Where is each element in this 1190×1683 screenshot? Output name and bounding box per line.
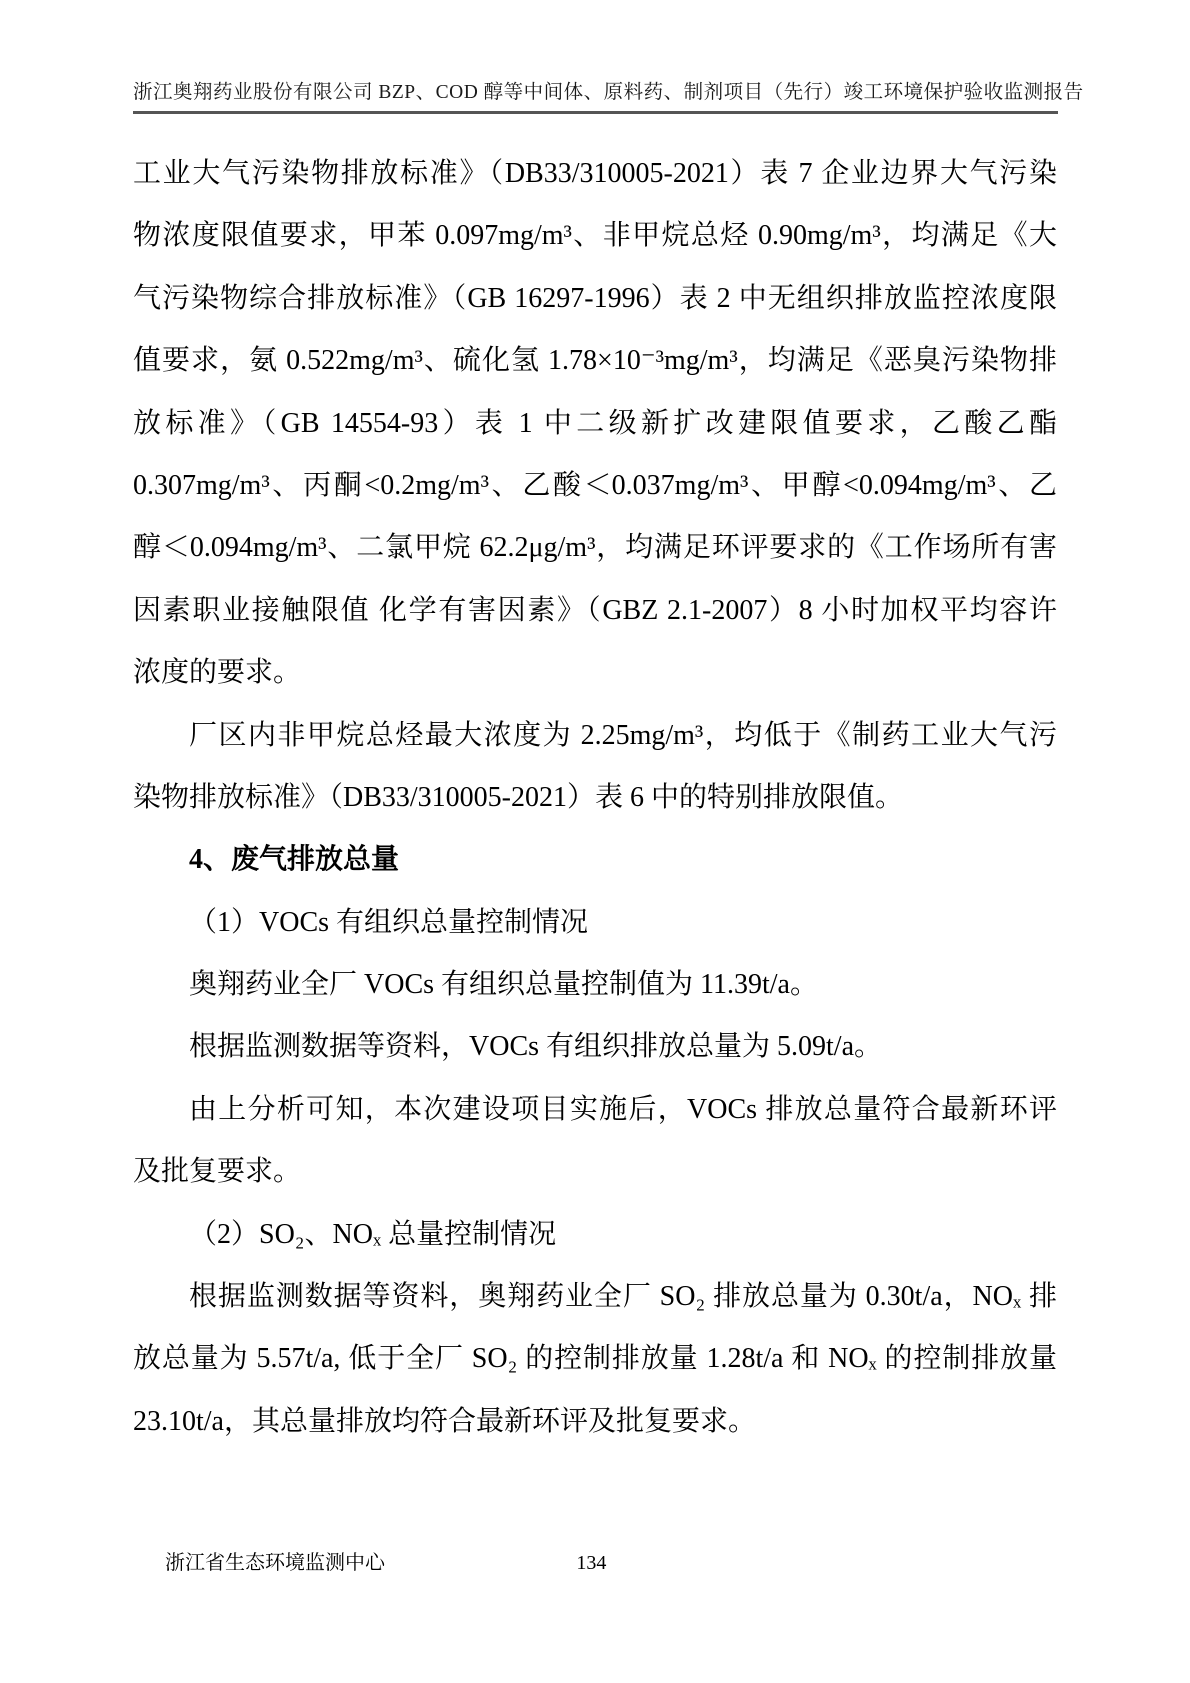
text-line: 厂区内非甲烷总烃最大浓度为 2.25mg/m³，均低于《制药工业大气污	[189, 719, 1057, 751]
page-footer	[133, 1548, 1057, 1578]
text-line: 由上分析可知，本次建设项目实施后，VOCs 排放总量符合最新环评	[189, 1093, 1057, 1125]
text-line: 放标准》（GB 14554-93）表 1 中二级新扩改建限值要求，乙酸乙酯	[133, 407, 1057, 439]
report-header-title: 浙江奥翔药业股份有限公司 BZP、COD 醇等中间体、原料药、制剂项目（先行）竣工环境保护验收监测报告	[133, 82, 1084, 103]
header-divider-rule	[133, 111, 1058, 114]
section-heading: 4、废气排放总量	[189, 844, 400, 876]
page-header	[133, 82, 1084, 114]
text-line: 23.10t/a，其总量排放均符合最新环评及批复要求。	[133, 1405, 756, 1437]
page-number: 134	[576, 1552, 607, 1574]
text-line: 物浓度限值要求，甲苯 0.097mg/m³、非甲烷总烃 0.90mg/m³，均满足《大	[133, 220, 1057, 252]
text-line: 浓度的要求。	[133, 657, 302, 689]
voc-actual-value-line: 根据监测数据等资料，VOCs 有组织排放总量为 5.09t/a。	[189, 1031, 883, 1063]
text-line: 0.307mg/m³、丙酮<0.2mg/m³、乙酸＜0.037mg/m³、甲醇<0.094mg/m³、乙	[133, 469, 1057, 501]
item2-title: （2）SO₂、NOₓ 总量控制情况	[189, 1218, 557, 1250]
text-line: 值要求，氨 0.522mg/m³、硫化氢 1.78×10⁻³mg/m³，均满足《恶臭污染物排	[133, 345, 1057, 377]
document-body	[133, 143, 1057, 1453]
text-line: 工业大气污染物排放标准》（DB33/310005-2021）表 7 企业边界大气污染	[133, 158, 1057, 189]
footer-organization: 浙江省生态环境监测中心	[165, 1552, 385, 1574]
text-line: 根据监测数据等资料，奥翔药业全厂 SO₂ 排放总量为 0.30t/a，NOₓ 排	[189, 1281, 1057, 1313]
voc-control-value-line: 奥翔药业全厂 VOCs 有组织总量控制值为 11.39t/a。	[189, 969, 818, 1001]
item1-title: （1）VOCs 有组织总量控制情况	[189, 906, 589, 938]
text-line: 染物排放标准》（DB33/310005-2021）表 6 中的特别排放限值。	[133, 781, 904, 813]
text-line: 因素职业接触限值 化学有害因素》（GBZ 2.1-2007）8 小时加权平均容许	[133, 594, 1057, 626]
text-line: 醇＜0.094mg/m³、二氯甲烷 62.2μg/m³，均满足环评要求的《工作场所有害	[133, 532, 1057, 564]
text-line: 及批复要求。	[133, 1156, 302, 1188]
text-line: 气污染物综合排放标准》（GB 16297-1996）表 2 中无组织排放监控浓度限	[133, 282, 1057, 314]
text-line: 放总量为 5.57t/a, 低于全厂 SO₂ 的控制排放量 1.28t/a 和 NOₓ 的控制排放量	[133, 1343, 1057, 1375]
